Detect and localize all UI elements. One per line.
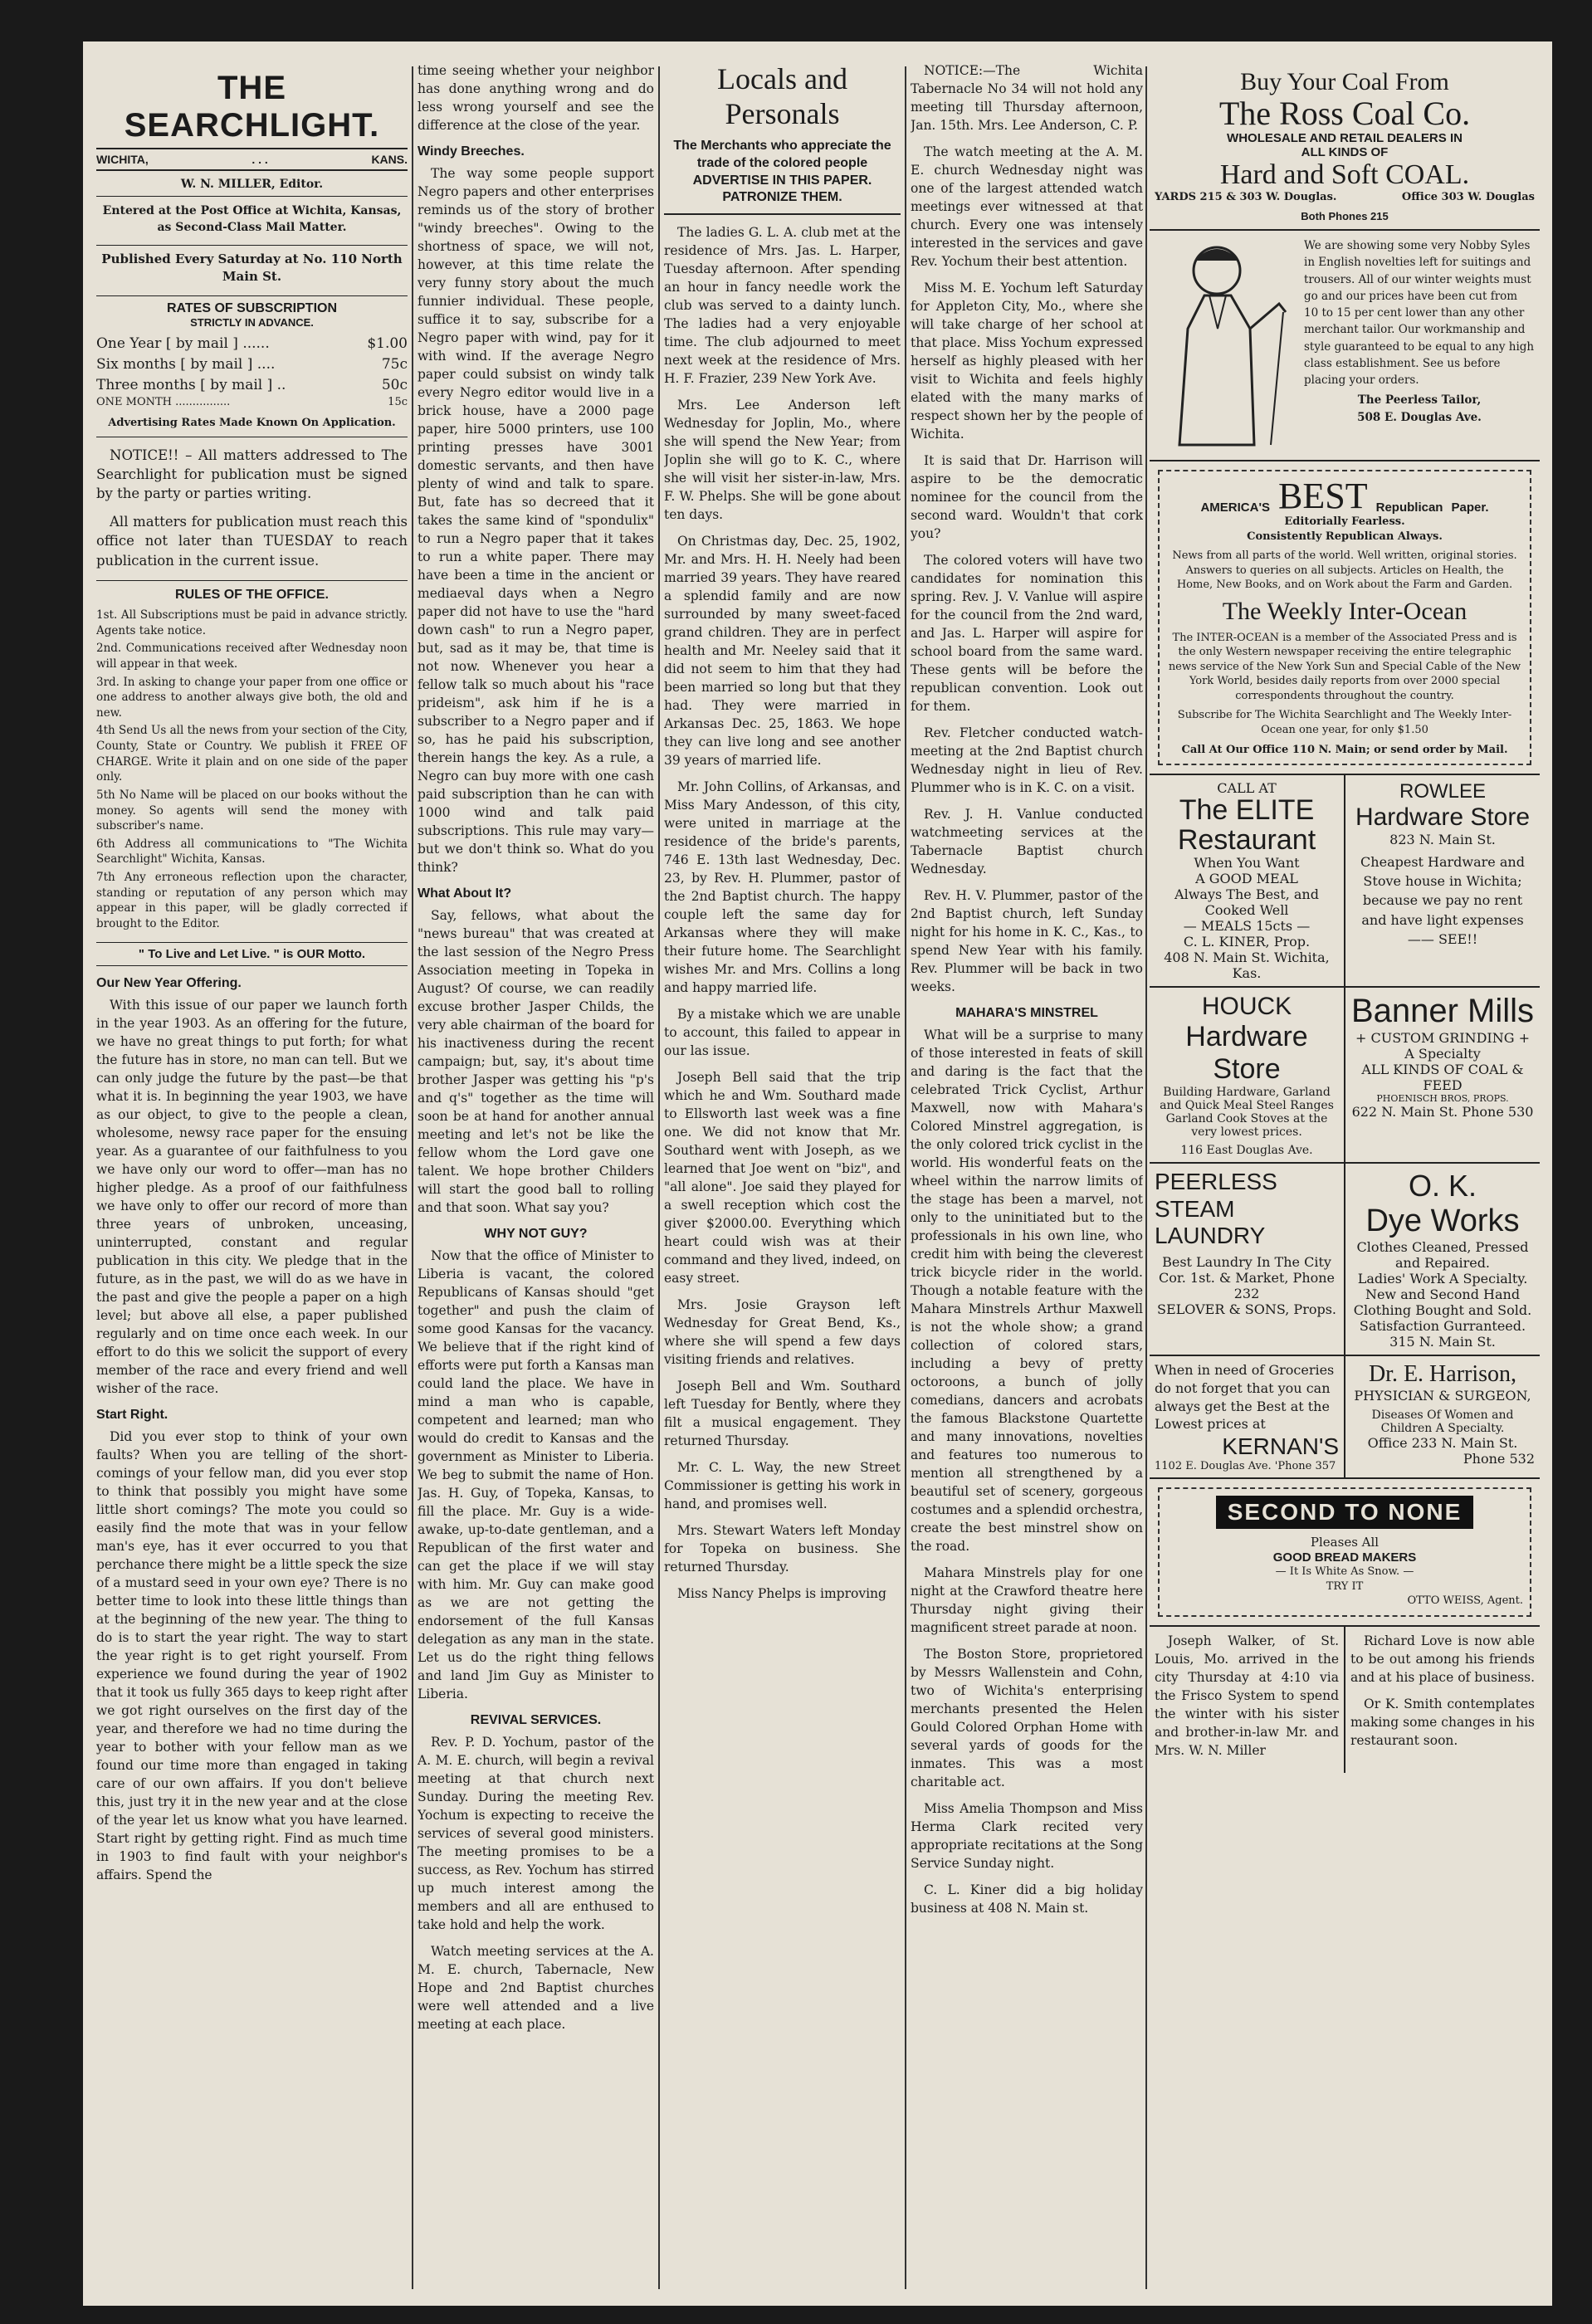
- elite-always: Always The Best, and Cooked Well: [1174, 886, 1319, 919]
- ads-row-1: [1150, 775, 1540, 988]
- rate-row: ONE MONTH ................ 15c: [96, 396, 408, 409]
- elite-when: When You Want: [1194, 855, 1300, 872]
- local-item: Rev. H. V. Plummer, pastor of the 2nd Baptist church, left Sunday night for his home in K. C., Kas., to spend New Year with his family. Rev. Plummer will be back in two weeks.: [911, 888, 1143, 994]
- dateline-city: WICHITA,: [96, 153, 149, 166]
- local-item: By a mistake which we are unable to account, this failed to appear in our las issue.: [664, 1007, 901, 1059]
- ioc-republican: Republican: [1375, 500, 1443, 515]
- ads-row-2: [1150, 988, 1540, 1164]
- houck-store: Hardware Store: [1185, 1021, 1308, 1086]
- column-rule: [412, 66, 413, 2289]
- what-about-text: Say, fellows, what about the "news bureau" that was created at the last session of the Negro Press Association meeting in Topeka in August? Of course, we can readily excuse brother Jasper Childs, the very able chairman of the board for his inactiveness during the recent campaign; but, say, it's about time brother Jasper was getting his "p's and q's" together as the time will soon be at hand for another annual meeting and let's not be like the fellow whom the Lord gave one talent. We hope brother Childers will start the good ball to rolling and that soon. What say you?: [418, 908, 654, 1215]
- elite-address: 408 N. Main St. Wichita, Kas.: [1164, 950, 1330, 982]
- ioc-best: BEST: [1278, 476, 1368, 516]
- elite-meals: — MEALS 15cts —: [1183, 918, 1311, 935]
- local-item: It is said that Dr. Harrison will aspire to be the democratic nominee for the council from the second ward. Wouldn't that cork you?: [911, 453, 1143, 541]
- ads-row-3: [1150, 1164, 1540, 1356]
- bread-try: TRY IT: [1326, 1579, 1364, 1593]
- harrison-name: Dr. E. Harrison,: [1368, 1361, 1517, 1388]
- local-item: Rev. Fletcher conducted watch-meeting at the 2nd Baptist church Wednesday night in lieu of Rev. Plummer who is in K. C. on a visit.: [911, 725, 1143, 795]
- coal-yards: YARDS 215 & 303 W. Douglas.: [1155, 191, 1337, 203]
- tailor-address: 508 E. Douglas Ave.: [1357, 410, 1482, 424]
- minstrel-title: MAHARA'S MINSTREL: [955, 1006, 1098, 1020]
- local-item: On Christmas day, Dec. 25, 1902, Mr. and Mrs. H. H. Neely had been married 39 years. They have reared a splendid family and are now surrounded by many sweet-faced grand children. They are in perfect health and Mr. Neeley said that it did not seem to him that they had been married so long but that they had. They were married in Arkansas Dec. 25, 1863. We hope they can live long and see another 39 years of married life.: [664, 534, 901, 769]
- advertising-rates: Advertising Rates Made Known On Application.: [96, 416, 408, 437]
- ioc-title: The Weekly Inter-Ocean: [1222, 597, 1467, 625]
- notice-text: NOTICE!! – All matters addressed to The Searchlight for publication must be signed by the party or parties writing.: [96, 447, 408, 502]
- local-item: Miss M. E. Yochum left Saturday for Appleton City, Mo., where she will take charge of her school at that place. Miss Yochum expressed herself as highly pleased with her visit to Wichita and feels highly elated with the many marks of respect shown her by the people of Wichita.: [911, 281, 1143, 442]
- rule-item: 2nd. Communications received after Wednesday noon will appear in that week.: [96, 642, 408, 671]
- local-item: The watch meeting at the A. M. E. church Wednesday night was one of the largest attended watch meetings ever witnessed at that church. Every one was intensely interested in the services and gave Rev. Yochum their best attention.: [911, 144, 1143, 269]
- harrison-address: Office 233 N. Main St.: [1367, 1435, 1518, 1452]
- ok-dye: Dye Works: [1365, 1204, 1520, 1239]
- boston-store-text: The Boston Store, proprietored by Messrs Wallenstein and Cohn, two of Wichita's enterprising merchants presented the Helen Gould Colored Orphan Home with several yards of goods for the inmates. This was a most charitable act.: [911, 1647, 1143, 1789]
- coal-addresses: [1155, 191, 1535, 203]
- column-rule: [1145, 66, 1147, 2289]
- rates-title: RATES OF SUBSCRIPTION: [96, 295, 408, 316]
- elite-call: CALL AT: [1217, 780, 1277, 797]
- elite-ad: [1150, 775, 1345, 986]
- inter-ocean-ad: [1150, 461, 1540, 775]
- peerless-best: Best Laundry In The City: [1162, 1254, 1331, 1271]
- kernan-text: When in need of Groceries do not forget that you can always get the Best at the Lowest prices at: [1155, 1362, 1335, 1433]
- ok-name: O. K.: [1408, 1169, 1477, 1204]
- entered-notice: Entered at the Post Office at Wichita, Kansas, as Second-Class Mail Matter.: [102, 204, 402, 234]
- minstrel-text-2: Mahara Minstrels play for one night at the Crawford theatre here Thursday night giving their magnificent street parade at noon.: [911, 1565, 1143, 1635]
- dateline-state: KANS.: [371, 153, 408, 166]
- kernan-ad: [1150, 1356, 1345, 1477]
- rule-item: 3rd. In asking to change your paper from one office or one address to another always give both, the old and new.: [96, 675, 408, 720]
- coal-top: Buy Your Coal From: [1240, 68, 1449, 95]
- harrison-ad: [1345, 1356, 1540, 1477]
- coal-type: Hard and Soft COAL.: [1219, 159, 1470, 190]
- bread-ad: [1150, 1479, 1540, 1627]
- rules-title: RULES OF THE OFFICE.: [96, 580, 408, 603]
- rowlee-ad: [1345, 775, 1540, 986]
- ok-text-2: New and Second Hand Clothing Bought and Sold. Satisfaction Gurranteed.: [1353, 1286, 1532, 1335]
- merchants-notice: The Merchants who appreciate the trade of the colored people ADVERTISE IN THIS PAPER. PATRONIZE THEM.: [664, 138, 901, 215]
- rule-item: 6th Address all communications to "The Wichita Searchlight" Wichita, Kansas.: [96, 837, 408, 867]
- local-item: NOTICE:—The Wichita Tabernacle No 34 will not hold any meeting till Thursday afternoon, Jan. 15th. Mrs. Lee Anderson, C. P.: [911, 63, 1143, 133]
- banner-specialty: A Specialty: [1404, 1046, 1481, 1062]
- ioc-news: News from all parts of the world. Well written, original stories. Answers to queries on all subjects. Articles on Health, the Home, New Books, and on Work about the Farm and Garden.: [1172, 549, 1517, 592]
- rowlee-store: Hardware Store: [1355, 803, 1531, 832]
- offering-title: Our New Year Offering.: [96, 975, 242, 990]
- tailor-text: [1304, 237, 1535, 426]
- rule-item: 7th Any erroneous reflection upon the character, standing or reputation of any person which may appear in this paper, will be gladly corrected if brought to the Editor.: [96, 871, 408, 930]
- peerless-address: Cor. 1st. & Market, Phone 232: [1158, 1270, 1336, 1302]
- local-item: Mrs. Stewart Waters left Monday for Topeka on business. She returned Thursday.: [664, 1523, 901, 1575]
- coal-office: Office 303 W. Douglas: [1401, 191, 1535, 203]
- why-not-guy-text: Now that the office of Minister to Liberia is vacant, the colored Republicans of Kansas should "get together" and push the claim of some good Kansas for the vacancy. We believe that if the right kind of efforts were put forth a Kansas man could land the place. We have in mind a man who is capable, competent and learned; man who would do credit to Kansas and the government as Minister to Liberia. We beg to submit the name of Hon. Jas. H. Guy, of Topeka, Kansas, to fill the place. Mr. Guy is a wide-awake, up-to-date gentleman, and a Republican of the first water and can get the place if we will stay with him. Mr. Guy can make good as we are not getting the endorsement of the full Kansas delegation as any man in the state. Let us do the right thing fellows and land Jim Guy as Minister to Liberia.: [418, 1248, 654, 1702]
- revival-text: Rev. P. D. Yochum, pastor of the A. M. E. church, will begin a revival meeting at that church next Sunday. During the meeting Rev. Yochum is expecting to receive the services of several good ministers. The meeting promises to be a success, as Rev. Yochum has stirred up much interest among the members and all are enthused to take hold and help the work.: [418, 1735, 654, 1932]
- houck-name: HOUCK: [1201, 993, 1292, 1021]
- rowlee-text: Cheapest Hardware and Stove house in Wichita; because we pay no rent and have light expenses —— SEE!!: [1360, 854, 1525, 947]
- smith-text: Or K. Smith contemplates making some changes in his restaurant soon.: [1350, 1696, 1535, 1748]
- ioc-americas: AMERICA'S: [1200, 500, 1271, 515]
- peerless-ad: [1150, 1164, 1345, 1355]
- ioc-paper: Paper.: [1451, 500, 1489, 515]
- ads-column: [1150, 61, 1540, 2289]
- walker-text: Joseph Walker, of St. Louis, Mo. arrived in the city Thursday at 4:10 via the Frisco System to spend the winter with his sister and brother-in-law Mr. and Mrs. W. N. Miller: [1155, 1633, 1339, 1758]
- masthead-title: THE SEARCHLIGHT.: [124, 70, 380, 144]
- column-3: [664, 61, 901, 2289]
- rowlee-name: ROWLEE: [1399, 780, 1486, 803]
- rule-item: 1st. All Subscriptions must be paid in advance strictly. Agents take notice.: [96, 608, 408, 637]
- ioc-subscribe: Subscribe for The Wichita Searchlight and The Weekly Inter-Ocean one year, for only $1.50: [1177, 709, 1512, 737]
- what-about-title: What About It?: [418, 886, 512, 901]
- ioc-consistently: Consistently Republican Always.: [1247, 530, 1443, 543]
- bread-title: SECOND TO NONE: [1216, 1496, 1474, 1529]
- windy-text: The way some people support Negro papers and other enterprises reminds us of the story of brother "windy breeches". Owing to the shortness of space, we will not, however, at this time relate the very funny story about the much funnier individual. These people, suffice it to say, subscribe for a Negro paper with wind, pay for it with wind. If the average Negro paper could subsist on windy talk every Negro editor would live in a brick house, have a 2000 page paper, hire 5000 printers, use 100 printing presses have 3001 domestic servants, and then have plenty of wind and talk to spare. But, fate has so decreed that it takes the same kind of "spondulix" to run a Negro paper that it takes to run a white paper. There may have been a time in the ancient or mediaeval days when a Negro paper did not have to use the "hard down cash" to run a Negro paper, but, sad as it may be, that time is not now. Whenever you hear a fellow talk so much about his "race prideism", ask him if he is a subscriber to a Negro paper and if so, has he paid his subscription, therein hangs the key. As a rule, a Negro can buy more with one cash paid subscription than he can with 1000 wind and talk paid subscriptions. This rule may vary—but we don't think so. What do you think?: [418, 166, 654, 875]
- banner-custom: + CUSTOM GRINDING +: [1355, 1030, 1530, 1047]
- local-item: Miss Nancy Phelps is improving: [677, 1586, 886, 1602]
- ads-row-5: [1150, 1627, 1540, 1773]
- column-4: [911, 61, 1143, 2289]
- minstrel-text: What will be a surprise to many of those interested in feats of skill and daring is the fact that the celebrated Trick Cyclist, Arthur Maxwell, now with Mahara's Colored Minstrel aggregation, is the only colored trick cyclist in the world. His wonderful feats on the wheel within the narrow limits of the stage has been a marvel, not only to the uninitiated but to the professionals in his own line, who credit him with being the cleverest trick bicycle rider in the world. Though a notable feature with the Mahara Minstrels Arthur Maxwell is not the whole show; a grand collection of colored stars, including a bevy of pretty octoroons, a bunch of jolly comedians, dancers and acrobats the famous Blackstone Quartette and many innovations, novelties and features too numerous to mention all strengthened by a beautiful set of scenery, gorgeous costumes and a splendid orchestra, create the best minstrel show on the road.: [911, 1028, 1143, 1554]
- ok-ladies: Ladies' Work A Specialty.: [1357, 1271, 1528, 1287]
- bread-pleases: Pleases All: [1310, 1534, 1380, 1550]
- publication-text: All matters for publication must reach this office not later than TUESDAY to reach publication in the current issue.: [96, 513, 408, 569]
- offering-text: With this issue of our paper we launch forth in the year 1903. As an offering for the future, we have no great things to put forth; for what the future has in store, no man can tell. But we can only judge the future by the past—be that what it is. In beginning the year 1903, we have as our object, to give to the people a clean, wholesome, newsy race paper for the ensuing year. As a guarantee of our faithfulness to you we have only our word to offer—man has no higher pledge. As a proof of our faithfulness we have only to offer our record of more than three years of unbroken, unceasing, uninterrupted, constant and regular publication in this city. We pledge that in the future, as in the past, we will do as we have in the past and give the people a paper on a high level; but above all else, a paper published regularly and on time once each week. In our effort to do this we solicit the support of every member of the race and every friend and well wisher of the race.: [96, 997, 408, 1396]
- peerless-name: PEERLESS STEAM LAUNDRY: [1155, 1169, 1277, 1248]
- start-right-title: Start Right.: [96, 1407, 168, 1422]
- houck-address: 116 East Douglas Ave.: [1180, 1144, 1313, 1158]
- motto: " To Live and Let Live. " is OUR Motto.: [96, 942, 408, 966]
- intro-text: time seeing whether your neighbor has done anything wrong and do less wrong yourself and see the difference at the close of the year.: [418, 63, 654, 133]
- love-smith-items: [1345, 1627, 1540, 1773]
- rules-list: [96, 608, 408, 932]
- bread-agent: OTTO WEISS, Agent.: [1407, 1594, 1523, 1608]
- inter-ocean-box: [1158, 470, 1531, 765]
- local-item: The ladies G. L. A. club met at the residence of Mrs. Jas. L. Harper, Tuesday afternoon. After spending an hour in fancy needle work the club was served to a dainty lunch. The ladies had a very enjoyable time. The club adjourned to meet next week at the residence of Mrs. H. F. Frazier, 239 New York Ave.: [664, 225, 901, 387]
- locals-heading: Locals and Personals: [717, 62, 847, 130]
- inter-ocean-header: [1166, 478, 1523, 515]
- local-item: Mrs. Lee Anderson left Wednesday for Joplin, Mo., where she will spend the New Year; from Joplin she will go to K. C., where she will visit her sister-in-law, Mrs. F. W. Phelps. She will be gone about ten days.: [664, 398, 901, 523]
- ok-address: 315 N. Main St.: [1389, 1334, 1496, 1350]
- ok-dye-ad: [1345, 1164, 1540, 1355]
- ok-text: Clothes Cleaned, Pressed and Repaired.: [1356, 1239, 1529, 1272]
- bread-makers: GOOD BREAD MAKERS: [1272, 1550, 1417, 1565]
- ads-row-4: [1150, 1356, 1540, 1478]
- tailor-name: The Peerless Tailor,: [1357, 393, 1482, 408]
- published-notice: Published Every Saturday at No. 110 North Main St.: [96, 245, 408, 286]
- elite-restaurant: Restaurant: [1177, 823, 1316, 856]
- column-rule: [905, 66, 906, 2289]
- local-item: Mr. John Collins, of Arkansas, and Miss Mary Andesson, of this city, were united in marriage at the residence of the bride's parents, 746 E. 13th last Wednesday, Dec. 23, by Rev. H. Plummer, pastor of the 2nd Baptist church. The happy couple left the same day for Arkansas where they will make their future home. The Searchlight wishes Mr. and Mrs. Collins a long and happy married life.: [664, 779, 901, 996]
- recitation-text: Miss Amelia Thompson and Miss Herma Clark recited very appropriate recitations at the Song Service Sunday night.: [911, 1801, 1143, 1871]
- walker-item: [1150, 1627, 1345, 1773]
- dateline-dots: . . .: [251, 153, 268, 166]
- rate-row: One Year [ by mail ] ...... $1.00: [96, 335, 408, 353]
- elite-prop: C. L. KINER, Prop.: [1183, 934, 1311, 950]
- rates-table: [96, 334, 408, 411]
- elite-meal: A GOOD MEAL: [1195, 871, 1298, 887]
- banner-bros: PHOENISCH BROS, PROPS.: [1376, 1093, 1509, 1105]
- ross-coal-ad: [1150, 61, 1540, 231]
- banner-kinds: ALL KINDS OF COAL & FEED: [1361, 1062, 1524, 1094]
- windy-title: Windy Breeches.: [418, 144, 525, 159]
- tailor-illustration: [1155, 237, 1296, 453]
- bread-white: — It Is White As Snow. —: [1275, 1565, 1414, 1579]
- rule-item: 4th Send Us all the news from your section of the City, County, State or Country. We publish it FREE OF CHARGE. Write it plain and on one side of the paper only.: [96, 724, 408, 784]
- banner-mills-ad: [1345, 988, 1540, 1162]
- start-right-text: Did you ever stop to think of your own faults? When you are telling of the short-comings of your fellow man, did you ever stop to think that possibly you might have some little short comings? The mote you could so easily find the mote that was in your fellow man's eye, has it ever occurred to you that perchance there might be a little speck the size of a mustard seed in your own eye? There is no better time to look into these little things than at the beginning of the new year. The thing to do is to start the year right. The way to start the year right is to get right yourself. From experience we found during the year of 1902 that it took us fully 365 days to keep right after we got right ourselves on the first day of the year, and therefore we had no time during the year to bother with your fellow man as we found our time more than engaged in taking care of our own affairs. If you don't believe this, just try it in the new year and at the close of the year let us know what you have learned. Start right by getting right. Find as much time in 1903 to find fault with your neighbor's affairs. Spend the: [96, 1428, 408, 1882]
- column-1: [96, 61, 408, 2289]
- revival-title: REVIVAL SERVICES.: [470, 1713, 602, 1727]
- bread-box: [1158, 1487, 1531, 1617]
- ioc-call: Call At Our Office 110 N. Main; or send order by Mail.: [1181, 743, 1508, 756]
- tailor-ad: [1150, 231, 1540, 461]
- editor-line: W. N. MILLER, Editor.: [96, 178, 408, 197]
- houck-text: Building Hardware, Garland and Quick Meal Steel Ranges Garland Cook Stoves at the very lowest prices.: [1160, 1086, 1334, 1140]
- ioc-editorially: Editorially Fearless.: [1284, 515, 1405, 528]
- banner-name: Banner Mills: [1350, 993, 1535, 1030]
- newspaper-page: [83, 42, 1552, 2306]
- love-text: Richard Love is now able to be out among his friends and at his place of business.: [1350, 1633, 1535, 1685]
- local-item: Mrs. Josie Grayson left Wednesday for Great Bend, Ks., where she will spend a few days visiting friends and relatives.: [664, 1297, 901, 1368]
- why-not-guy-title: WHY NOT GUY?: [484, 1227, 588, 1241]
- rowlee-address: 823 N. Main St.: [1389, 832, 1496, 848]
- coal-desc: WHOLESALE AND RETAIL DEALERS IN: [1227, 131, 1463, 145]
- ioc-body: The INTER-OCEAN is a member of the Associated Press and is the only Western newspaper receiving the entire telegraphic news service of the New York Sun and Special Cable of the New York World, besides daily reports from over 2000 special correspondents throughout the country.: [1168, 631, 1521, 702]
- column-2: [418, 61, 654, 2289]
- kernan-name: KERNAN'S: [1222, 1433, 1339, 1459]
- watch-meeting-text: Watch meeting services at the A. M. E. church, Tabernacle, New Hope and 2nd Baptist churches were well attended and a live meeting at each place.: [418, 1944, 654, 2032]
- local-item: Joseph Bell and Wm. Southard left Tuesday for Bently, where they filt a musical engagement. They returned Thursday.: [664, 1379, 901, 1449]
- kiner-text: C. L. Kiner did a big holiday business at 408 N. Main st.: [911, 1882, 1143, 1916]
- rates-subtitle: STRICTLY IN ADVANCE.: [190, 316, 314, 330]
- local-item: The colored voters will have two candidates for nomination this spring. Rev. J. V. Vanlue will aspire for the council from the 2nd ward, and Jas. L. Harper will aspire for school board from the same ward. These gents will be before the republican convention. Look out for them.: [911, 553, 1143, 714]
- rate-row: Six months [ by mail ] .... 75c: [96, 355, 408, 373]
- rule-item: 5th No Name will be placed on our books without the money. So agents will send the money with subscriber's name.: [96, 788, 408, 833]
- kernan-address: 1102 E. Douglas Ave. 'Phone 357: [1155, 1459, 1336, 1472]
- harrison-title: PHYSICIAN & SURGEON,: [1354, 1388, 1531, 1404]
- coal-kinds: ALL KINDS OF: [1301, 145, 1389, 159]
- tailor-description: We are showing some very Nobby Syles in English novelties left for suitings and trousers. All of our winter weights must go and our prices have been cut from 10 to 15 per cent lower than any other merchant tailor. Our workmanship and style guaranteed to be equal to any high class establishment. See us before placing your orders.: [1304, 239, 1535, 387]
- harrison-text: Diseases Of Women and Children A Specialty.: [1371, 1409, 1514, 1436]
- column-rule: [658, 66, 660, 2289]
- coal-phones: Both Phones 215: [1301, 210, 1389, 222]
- local-item: Mr. C. L. Way, the new Street Commissioner is getting his work in hand, and promises well.: [664, 1460, 901, 1512]
- tailor-body: [1155, 237, 1535, 453]
- peerless-prop: SELOVER & SONS, Props.: [1156, 1301, 1337, 1318]
- local-item: Joseph Bell said that the trip which he and Wm. Southard made to Ellsworth last week was a fine one. We did not know that Mr. Southard went with Joseph, as we learned that Joe went on "biz", and "all alone". Joe said they played for a swell reception which cost the giver $2000.00. Everything which heart could wish was at their command and they lived, indeed, on easy street.: [664, 1070, 901, 1286]
- rate-row: Three months [ by mail ] .. 50c: [96, 376, 408, 393]
- banner-address: 622 N. Main St. Phone 530: [1351, 1104, 1534, 1120]
- elite-name: The ELITE: [1179, 794, 1315, 827]
- coal-name: The Ross Coal Co.: [1218, 95, 1471, 132]
- houck-ad: [1150, 988, 1345, 1162]
- harrison-phone: Phone 532: [1463, 1451, 1535, 1467]
- local-item: Rev. J. H. Vanlue conducted watchmeeting services at the Tabernacle Baptist church Wednesday.: [911, 807, 1143, 876]
- dateline: [96, 148, 408, 171]
